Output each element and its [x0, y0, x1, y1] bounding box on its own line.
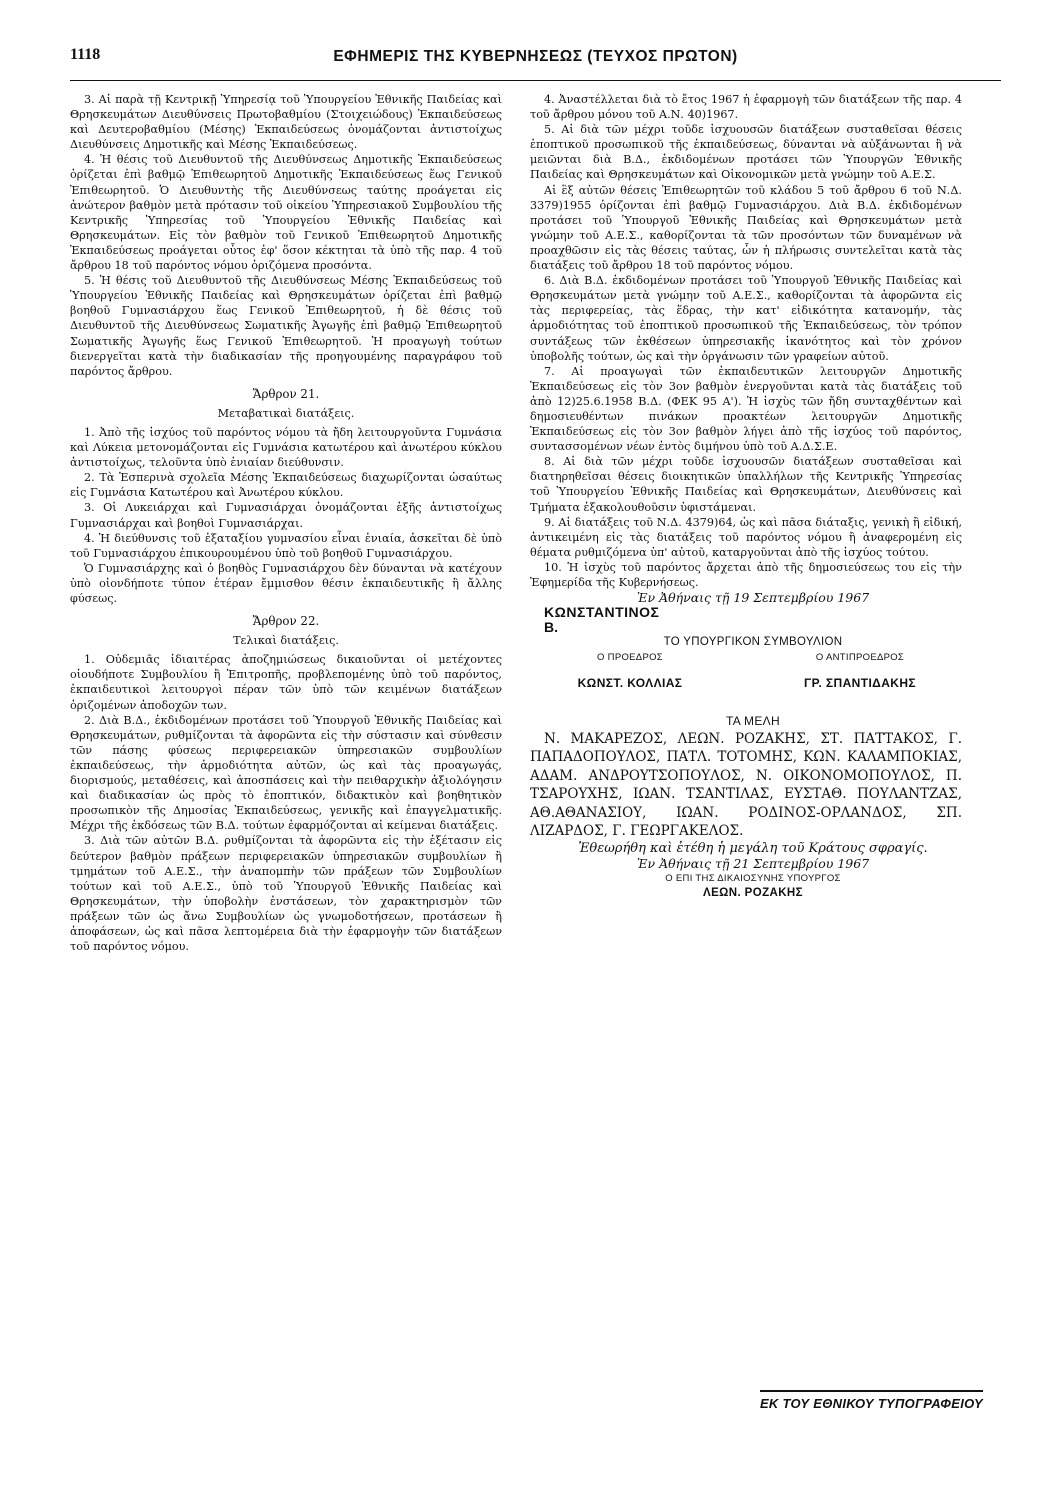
article-paragraph: 8. Αἱ διὰ τῶν μέχρι τοῦδε ἰσχυουσῶν διατάξεων συσταθεῖσαι καὶ διατηρηθεῖσαι θέσεις διοικητικῶν ὑπαλλήλων τῆς Κεντρικῆς Ὑπηρεσίας τοῦ Ὑπουργείου Ἐθνικῆς Παιδείας καὶ Θρησκευμάτων, Διευθύνσεις καὶ Τμήματα ἐξακολουθοῦσιν ὑφιστάμεναι. — [530, 455, 962, 514]
members-title: ΤΑ ΜΕΛΗ — [726, 714, 780, 729]
article-21-title: Ἄρθρον 21. — [252, 386, 320, 401]
page-number: 1118 — [70, 46, 101, 63]
council-title: ΤΟ ΥΠΟΥΡΓΙΚΟΝ ΣΥΜΒΟΥΛΙΟΝ — [663, 636, 843, 649]
article-paragraph: 3. Αἱ παρὰ τῇ Κεντρικῇ Ὑπηρεσίᾳ τοῦ Ὑπουργείου Ἐθνικῆς Παιδείας καὶ Θρησκευμάτων Διευθύνσεις Πρωτοβαθμίου (Στοιχειώδους) Ἐκπαιδεύσεως καὶ Δευτεροβαθμίου (Μέσης) Ἐκπαιδεύσεως ὀνομάζονται ἀντιστοίχως Διευθύνσεις Δημοτικῆς καὶ Μέσης Ἐκπαιδεύσεως. — [70, 93, 502, 152]
signature-date: Ἐν Ἀθήναις τῇ 19 Σεπτεμβρίου 1967 — [636, 590, 870, 606]
article-paragraph: 2. Τὰ Ἑσπερινὰ σχολεῖα Μέσης Ἐκπαιδεύσεως διαχωρίζονται ὡσαύτως εἰς Γυμνάσια Κατωτέρου καὶ Ἀνωτέρου κύκλου. — [70, 471, 502, 500]
seal-date: Ἐν Ἀθήναις τῇ 21 Σεπτεμβρίου 1967 — [636, 855, 870, 871]
king-suffix: Β. — [544, 619, 558, 636]
vice-president-name: ΓΡ. ΣΠΑΝΤΙΔΑΚΗΣ — [803, 675, 917, 690]
article-paragraph: 5. Ἡ θέσις τοῦ Διευθυντοῦ τῆς Διευθύνσεως Μέσης Ἐκπαιδεύσεως τοῦ Ὑπουργείου Ἐθνικῆς Παιδείας καὶ Θρησκευμάτων ὁρίζεται ἐπὶ βαθμῷ βοηθοῦ Γυμνασιάρχου ἕως Γενικοῦ Ἐπιθεωρητοῦ, ἡ δὲ θέσις τοῦ Διευθυντοῦ τῆς Διευθύνσεως Σωματικῆς Ἀγωγῆς ἐπὶ βαθμῷ Ἐπιθεωρητοῦ Σωματικῆς Ἀγωγῆς ἕως Γενικοῦ Ἐπιθεωρητοῦ. Ἡ προαγωγὴ τούτων διενεργεῖται κατὰ τὴν διαδικασίαν τῆς προηγουμένης παραγράφου τοῦ παρόντος ἄρθρου. — [70, 274, 502, 378]
minister-name: ΛΕΩΝ. ΡΟΖΑΚΗΣ — [703, 886, 803, 899]
article-paragraph: 3. Διὰ τῶν αὐτῶν Β.Δ. ρυθμίζονται τὰ ἀφορῶντα εἰς τὴν ἐξέτασιν εἰς δεύτερον βαθμὸν πράξεων περιφερειακῶν ὑπηρεσιακῶν συμβουλίων ἢ τμημάτων τοῦ Α.Ε.Σ., τὴν ἀναπομπὴν τῶν πράξεων τῶν Συμβουλίων τούτων καὶ τοῦ Α.Ε.Σ., ὑπὸ τοῦ Ὑπουργοῦ Ἐθνικῆς Παιδείας καὶ Θρησκευμάτων, τὴν ὑποβολὴν ἐνστάσεων, τὸν χαρακτηρισμὸν τῶν πράξεων τῶν ὡς ἄνω Συμβουλίων ὡς γνωμοδοτήσεων, προτάσεων ἢ ἀποφάσεων, ὡς καὶ πᾶσα λεπτομέρεια διὰ τὴν ἐφαρμογὴν τῶν διατάξεων τοῦ παρόντος νόμου. — [70, 834, 502, 954]
article-paragraph: 4. Ἡ διεύθυνσις τοῦ ἑξαταξίου γυμνασίου εἶναι ἑνιαία, ἀσκεῖται δὲ ὑπὸ τοῦ Γυμνασιάρχου ἐπικουρουμένου ὑπὸ τοῦ βοηθοῦ Γυμνασιάρχου. — [70, 531, 502, 560]
article-paragraph: 5. Αἱ διὰ τῶν μέχρι τοῦδε ἰσχυουσῶν διατάξεων συσταθεῖσαι θέσεις ἐποπτικοῦ προσωπικοῦ τῆς ἐκπαιδεύσεως, δύνανται νὰ αὐξάνωνται ἢ νὰ μειῶνται διὰ Β.Δ., ἐκδιδομένων προτάσει τῶν Ὑπουργῶν Ἐθνικῆς Παιδείας καὶ Θρησκευμάτων καὶ Οἰκονομικῶν μετὰ γνώμην τοῦ Α.Ε.Σ. — [530, 123, 962, 182]
article-paragraph: Ὁ Γυμνασιάρχης καὶ ὁ βοηθὸς Γυμνασιάρχου δὲν δύνανται νὰ κατέχουν ὑπὸ οἱονδήποτε τύπον ἑτέραν ἔμμισθον θέσιν ἐκπαιδευτικῆς ἢ ἄλλης φύσεως. — [70, 561, 502, 605]
running-title: ΕΦΗΜΕΡΙΣ ΤΗΣ ΚΥΒΕΡΝΗΣΕΩΣ (ΤΕΥΧΟΣ ΠΡΩΤΟΝ) — [333, 48, 738, 65]
seal-statement: Ἐθεωρήθη καὶ ἐτέθη ἡ μεγάλη τοῦ Κράτους σφραγίς. — [578, 840, 928, 856]
left-column — [70, 92, 502, 954]
article-paragraph: 1. Ἀπὸ τῆς ἰσχύος τοῦ παρόντος νόμου τὰ ἤδη λειτουργοῦντα Γυμνάσια καὶ Λύκεια μετονομάζονται εἰς Γυμνάσια κατωτέρου καὶ ἀνωτέρου κύκλου ἀντιστοίχως, τελοῦντα ὑπὸ ἑνιαίαν διεύθυνσιν. — [70, 425, 502, 470]
article-paragraph: Αἱ ἓξ αὐτῶν θέσεις Ἐπιθεωρητῶν τοῦ κλάδου 5 τοῦ ἄρθρου 6 τοῦ Ν.Δ. 3379)1955 ὁρίζονται ἐπὶ βαθμῷ Γυμνασιάρχου. Διὰ Β.Δ. ἐκδιδομένων προτάσει τοῦ Ὑπουργοῦ Ἐθνικῆς Παιδείας καὶ Θρησκευμάτων μετὰ γνώμην τοῦ Α.Ε.Σ., καθορίζονται τὰ τῶν προσόντων τῶν δυναμένων νὰ προαχθῶσιν εἰς τὰς θέσεις ταύτας, ὧν ἡ πλήρωσις συντελεῖται κατὰ τὰς διατάξεις τοῦ ἄρθρου 18 τοῦ παρόντος νόμου. — [530, 183, 962, 273]
vice-president-role: Ο ΑΝΤΙΠΡΟΕΔΡΟΣ — [815, 652, 905, 664]
article-paragraph: 10. Ἡ ἰσχὺς τοῦ παρόντος ἄρχεται ἀπὸ τῆς δημοσιεύσεως του εἰς τὴν Ἐφημερίδα τῆς Κυβερνήσεως. — [530, 560, 962, 589]
president-name: ΚΩΝΣΤ. ΚΟΛΛΙΑΣ — [577, 675, 683, 690]
article-paragraph: 4. Ἡ θέσις τοῦ Διευθυντοῦ τῆς Διευθύνσεως Δημοτικῆς Ἐκπαιδεύσεως ὁρίζεται ἐπὶ βαθμῷ Ἐπιθεωρητοῦ Δημοτικῆς Ἐκπαιδεύσεως ἕως Γενικοῦ Ἐπιθεωρητοῦ. Ὁ Διευθυντὴς τῆς Διευθύνσεως ταύτης προάγεται εἰς ἀνώτερον βαθμὸν μετὰ πρότασιν τοῦ οἰκείου Ὑπηρεσιακοῦ Συμβουλίου τῆς Κεντρικῆς Ὑπηρεσίας τοῦ Ὑπουργείου Ἐθνικῆς Παιδείας καὶ Θρησκευμάτων. Εἰς τὸν βαθμὸν τοῦ Γενικοῦ Ἐπιθεωρητοῦ Δημοτικῆς Ἐκπαιδεύσεως προάγεται οὗτος ἐφ' ὅσον κέκτηται τὰ ὑπὸ τῆς παρ. 4 τοῦ ἄρθρου 18 τοῦ παρόντος νόμου ὁριζόμενα προσόντα. — [70, 153, 502, 273]
article-paragraph: 6. Διὰ Β.Δ. ἐκδιδομένων προτάσει τοῦ Ὑπουργοῦ Ἐθνικῆς Παιδείας καὶ Θρησκευμάτων μετὰ γνώμην τοῦ Α.Ε.Σ., καθορίζονται τὰ ἀφορῶντα εἰς τὰς περιφερείας, τὰς ἕδρας, τὴν κατ' εἰδικότητα κατανομήν, τὰς ἁρμοδιότητας τοῦ ἐποπτικοῦ προσωπικοῦ τῆς Ἐκπαιδεύσεως, τὸν τρόπον συντάξεως τῶν ἐκθέσεων ὑπηρεσιακῆς ἱκανότητος καὶ τὸν χρόνον ὑποβολῆς τούτων, ὡς καὶ τὴν ὀργάνωσιν τῶν γραφείων αὐτοῦ. — [530, 274, 962, 363]
officers — [530, 650, 962, 696]
article-paragraph: 1. Οὐδεμιᾶς ἰδιαιτέρας ἀποζημιώσεως δικαιοῦνται οἱ μετέχοντες οἱουδήποτε Συμβουλίου ἢ Ἐπιτροπῆς, προβλεπομένης ὑπὸ τοῦ παρόντος, ἐκπαιδευτικοὶ λειτουργοὶ πέραν τῶν ὑπὸ τῶν κειμένων διατάξεων ὁριζομένων ἀποδοχῶν των. — [70, 653, 502, 712]
article-22-title: Ἄρθρον 22. — [252, 614, 320, 629]
article-paragraph: 4. Ἀναστέλλεται διὰ τὸ ἔτος 1967 ἡ ἐφαρμογὴ τῶν διατάξεων τῆς παρ. 4 τοῦ ἄρθρου μόνου τοῦ Α.Ν. 40)1967. — [530, 93, 962, 122]
article-paragraph: 2. Διὰ Β.Δ., ἐκδιδομένων προτάσει τοῦ Ὑπουργοῦ Ἐθνικῆς Παιδείας καὶ Θρησκευμάτων, ρυθμίζονται τὰ ἀφορῶντα εἰς τὴν σύστασιν καὶ σύνθεσιν τῶν πάσης φύσεως περιφερειακῶν ὑπηρεσιακῶν συμβουλίων ἐκπαιδεύσεως, τὴν ἁρμοδιότητα αὐτῶν, ὡς καὶ τὰς προαγωγάς, διορισμούς, μεταθέσεις, καὶ ἀποσπάσεις καὶ τὴν πειθαρχικὴν ἀξιολόγησιν καὶ διαδικασίαν ὡς πρὸς τὸ ἐποπτικόν, διδακτικὸν καὶ βοηθητικὸν προσωπικὸν τῆς Δημοσίας Ἐκπαιδεύσεως, γενικῆς καὶ ἐπαγγελματικῆς. Μέχρι τῆς ἐκδόσεως τῶν Β.Δ. τούτων ἐφαρμόζονται αἱ κείμεναι διατάξεις. — [70, 713, 502, 833]
right-column — [530, 92, 962, 901]
king-name: ΚΩΝΣΤΑΝΤΙΝΟΣ — [544, 604, 660, 621]
members-list: Ν. ΜΑΚΑΡΕΖΟΣ, ΛΕΩΝ. ΡΟΖΑΚΗΣ, ΣΤ. ΠΑΤΤΑΚΟΣ, Γ. ΠΑΠΑΔΟΠΟΥΛΟΣ, ΠΑΤΛ. ΤΟΤΟΜΗΣ, ΚΩΝ. ΚΑΛΑΜΠΟΚΙΑΣ, ΑΔΑΜ. ΑΝΔΡΟΥΤΣΟΠΟΥΛΟΣ, Ν. ΟΙΚΟΝΟΜΟΠΟΥΛΟΣ, Π. ΤΣΑΡΟΥΧΗΣ, ΙΩΑΝ. ΤΣΑΝΤΙΛΑΣ, ΕΥΣΤΑΘ. ΠΟΥΛΑΝΤΖΑΣ, ΑΘ.ΑΘΑΝΑΣΙΟΥ, ΙΩΑΝ. ΡΟΔΙΝΟΣ-ΟΡΛΑΝΔΟΣ, ΣΠ. ΛΙΖΑΡΔΟΣ, Γ. ΓΕΩΡΓΑΚΕΛΟΣ. — [530, 730, 962, 840]
article-21-subtitle: Μεταβατικαὶ διατάξεις. — [217, 406, 355, 420]
article-22-subtitle: Τελικαὶ διατάξεις. — [233, 634, 339, 648]
article-paragraph: 3. Οἱ Λυκειάρχαι καὶ Γυμνασιάρχαι ὀνομάζονται ἑξῆς ἀντιστοίχως Γυμνασιάρχαι καὶ βοηθοὶ Γυμνασιάρχαι. — [70, 501, 502, 530]
printer-imprint: ΕΚ ΤΟΥ ΕΘΝΙΚΟΥ ΤΥΠΟΓΡΑΦΕΙΟΥ — [760, 1390, 983, 1411]
page-header — [70, 44, 1001, 81]
president-block — [530, 650, 730, 690]
minister-title: Ο ΕΠΙ ΤΗΣ ΔΙΚΑΙΟΣΥΝΗΣ ΥΠΟΥΡΓΟΣ — [665, 872, 841, 884]
article-paragraph: 7. Αἱ προαγωγαὶ τῶν ἐκπαιδευτικῶν λειτουργῶν Δημοτικῆς Ἐκπαιδεύσεως εἰς τὸν 3ον βαθμὸν ἐνεργοῦνται κατὰ τὰς διατάξεις τοῦ ἀπὸ 12)25.6.1958 Β.Δ. (ΦΕΚ 95 Α'). Ἡ ἰσχὺς τῶν ἤδη συνταχθέντων καὶ δημοσιευθέντων πινάκων προακτέων λειτουργῶν Δημοτικῆς Ἐκπαιδεύσεως εἰς τὸν 3ον βαθμὸν λήγει ἀπὸ τῆς ἰσχύος τοῦ παρόντος, συντασσομένων νέων ἐντὸς διμήνου ὑπὸ τοῦ Α.Δ.Σ.Ε. — [530, 364, 962, 454]
vice-president-block — [760, 650, 960, 690]
president-role: Ο ΠΡΟΕΔΡΟΣ — [597, 652, 663, 664]
article-paragraph: 9. Αἱ διατάξεις τοῦ Ν.Δ. 4379)64, ὡς καὶ πᾶσα διάταξις, γενικὴ ἢ εἰδική, ἀντικειμένη εἰς τὰς διατάξεις τοῦ παρόντος νόμου ἢ ἀναφερομένη εἰς θέματα ρυθμιζόμενα ὑπ' αὐτοῦ, καταργοῦνται ἀπὸ τῆς ἰσχύος τούτου. — [530, 515, 962, 559]
